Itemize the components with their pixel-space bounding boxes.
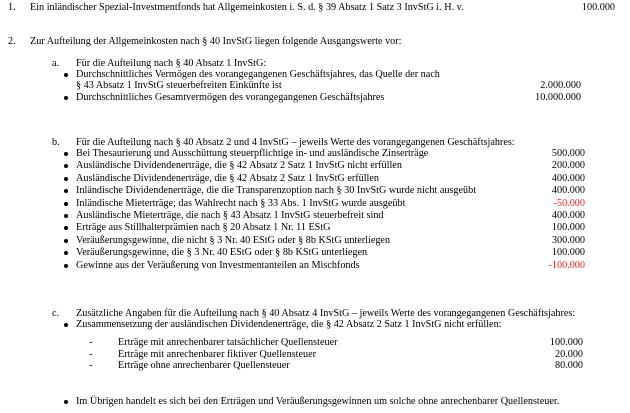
c-bullet-text: Zusammensetzung der ausländischen Dividendenerträge, die § 42 Absatz 2 Satz 1 InvStG nicht erfüllen:	[76, 319, 502, 330]
dash-marker: -	[89, 360, 93, 371]
a-row-2-value: 10.000.000	[535, 92, 581, 103]
item-2-text: Zur Aufteilung der Allgemeinkosten nach § 40 InvStG liegen folgende Ausgangswerte vor:	[30, 36, 402, 47]
b-row-value: 200.000	[551, 160, 585, 172]
c-row-text: Erträge ohne anrechenbarer Quellensteuer	[118, 360, 290, 371]
c-final-bullet-text: Im Übrigen handelt es sich bei den Erträgen und Veräußerungsgewinnen um solche ohne anrechenbarer Quellensteuer.	[76, 396, 560, 407]
bullet-icon	[64, 177, 68, 181]
bullet-icon	[64, 264, 68, 268]
b-row-value: -100.000	[548, 259, 585, 271]
item-1-text: Ein inländischer Spezial-Investmentfonds hat Allgemeinkosten i. S. d. § 39 Absatz 1 Satz 3 InvStG i. H. v.	[30, 2, 464, 13]
bullet-icon	[64, 323, 68, 327]
a-row-2-text: Durchschnittliches Gesamtvermögen des vorangegangenen Geschäftsjahres	[76, 92, 385, 103]
b-row-value: 100.000	[551, 222, 585, 234]
a-row-1-value: 2.000.000	[540, 80, 581, 91]
bullet-icon	[64, 152, 68, 156]
bullet-icon	[64, 164, 68, 168]
a-row-1-line-1: Durchschnittliches Vermögen des vorangegangenen Geschäftsjahres, das Quelle der nach	[76, 69, 440, 80]
item-1-value: 100.000	[581, 2, 615, 13]
c-row-value: 80.000	[554, 360, 583, 371]
b-row-text: Bei Thesaurierung und Ausschüttung steuerpflichtige in- und ausländische Zinserträge	[76, 148, 429, 159]
section-a-heading: Für die Aufteilung nach § 40 Absatz 1 InvStG:	[76, 58, 267, 69]
b-row-value: 400.000	[551, 210, 585, 221]
b-row-value: 400.000	[551, 185, 585, 197]
b-row-value: 300.000	[551, 234, 585, 246]
bullet-icon	[64, 202, 68, 206]
section-b-heading: Für die Aufteilung nach § 40 Absatz 2 und 4 InvStG – jeweils Werte des vorangegangenen Geschäftsjahres:	[76, 137, 515, 148]
bullet-icon	[64, 73, 68, 77]
item-2-number: 2.	[8, 36, 16, 47]
b-row-value: 100.000	[551, 247, 585, 259]
bullet-icon	[64, 226, 68, 230]
c-row-value: 100.000	[549, 337, 583, 348]
a-row-1-line-2: § 43 Absatz 1 InvStG steuerbefreiten Einkünfte ist	[76, 80, 282, 91]
bullet-icon	[64, 189, 68, 193]
bullet-icon	[64, 400, 68, 404]
b-row-text: Ausländische Mieterträge, die nach § 43 Absatz 1 InvStG steuerbefreit sind	[76, 210, 384, 221]
section-a-letter: a.	[52, 58, 60, 69]
b-row-text: Gewinne aus der Veräußerung von Investmentanteilen an Mischfonds	[76, 259, 360, 271]
dash-marker: -	[89, 348, 93, 360]
b-row-text: Veräußerungsgewinne, die nicht § 3 Nr. 40 EStG oder § 8b KStG unterliegen	[76, 234, 391, 246]
b-row-text: Ausländische Dividendenerträge, die § 42 Absatz 2 Satz 1 InvStG nicht erfüllen	[76, 160, 402, 172]
b-row-text: Veräußerungsgewinne, die § 3 Nr. 40 EStG oder § 8b KStG unterliegen	[76, 247, 368, 259]
bullet-icon	[64, 239, 68, 243]
c-row-text: Erträge mit anrechenbarer fiktiver Quellensteuer	[118, 348, 316, 360]
b-row-text: Ausländische Dividendenerträge, die § 42 Absatz 2 Satz 1 InvStG erfüllen	[76, 172, 379, 184]
dash-marker: -	[89, 337, 93, 348]
bullet-icon	[64, 96, 68, 100]
section-c-heading: Zusätzliche Angaben für die Aufteilung nach § 40 Absatz 4 InvStG – jeweils Werte des vorangegangenen Geschäftsjahres:	[76, 308, 576, 319]
c-row-text: Erträge mit anrechenbarer tatsächlicher Quellensteuer	[118, 337, 338, 348]
bullet-icon	[64, 251, 68, 255]
section-b-letter: b.	[52, 137, 60, 148]
b-row-value: -50.000	[553, 197, 585, 209]
b-row-text: Inländische Mieterträge; das Wahlrecht nach § 33 Abs. 1 InvStG wurde ausgeübt	[76, 197, 406, 209]
bullet-icon	[64, 214, 68, 218]
b-row-text: Erträge aus Stillhalterprämien nach § 20 Absatz 1 Nr. 11 EStG	[76, 222, 331, 234]
b-row-value: 500.000	[551, 148, 585, 159]
item-1-number: 1.	[8, 2, 16, 13]
section-c-letter: c.	[52, 308, 60, 319]
b-row-text: Inländische Dividendenerträge, die die Transparenzoption nach § 30 InvStG wurde nicht ausgeübt	[76, 185, 477, 197]
b-row-value: 400.000	[551, 172, 585, 184]
c-row-value: 20.000	[554, 348, 583, 360]
